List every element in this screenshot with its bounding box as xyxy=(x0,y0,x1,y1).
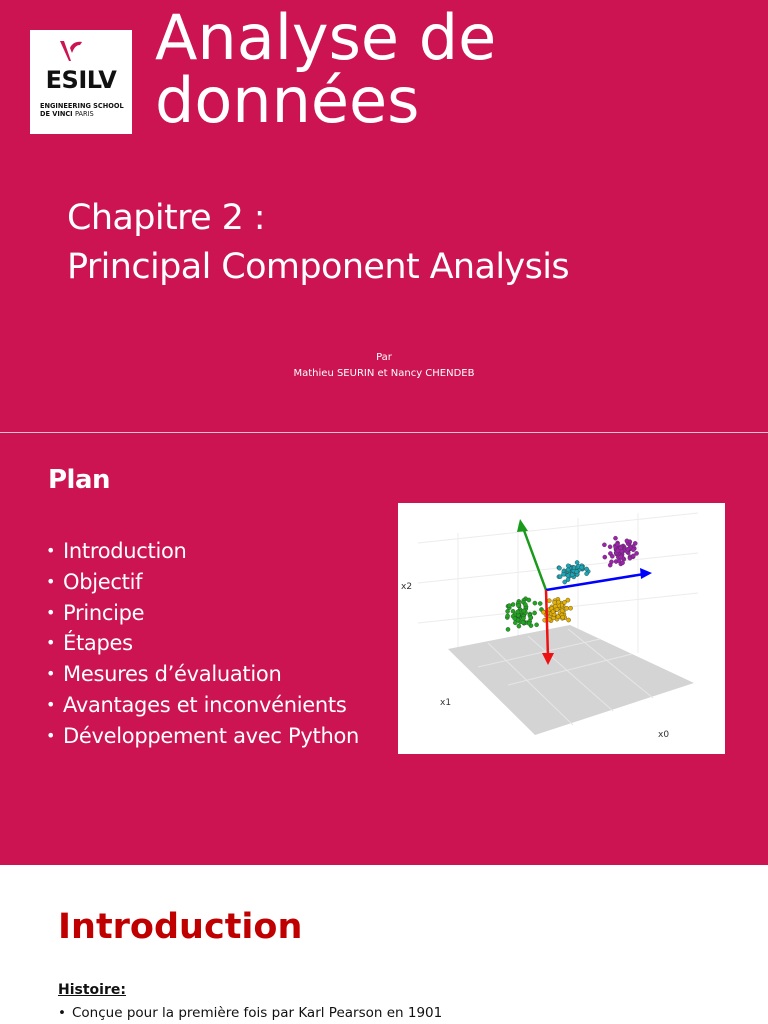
scatter-point xyxy=(538,601,542,605)
scatter-point xyxy=(613,536,617,540)
scatter-point xyxy=(507,604,511,608)
slide-title: Analyse de données xyxy=(155,1,497,137)
scatter-point xyxy=(555,607,559,611)
logo-tagline xyxy=(40,102,132,118)
scatter-point xyxy=(569,606,573,610)
scatter-point xyxy=(563,580,567,584)
scatter-point xyxy=(523,602,527,606)
pc-arrowhead-green xyxy=(517,519,528,532)
scatter-point xyxy=(626,547,630,551)
scatter-point xyxy=(513,617,517,621)
floor-plane xyxy=(448,625,694,735)
scatter-points xyxy=(505,536,639,631)
pca-scatter-svg xyxy=(398,503,725,754)
list-item: • Avantages et inconvénients xyxy=(46,692,347,717)
slide-subtitle xyxy=(67,194,747,292)
scatter-point xyxy=(565,606,569,610)
scatter-point xyxy=(608,545,612,549)
scatter-point xyxy=(610,554,614,558)
scatter-point xyxy=(566,598,570,602)
pc-arrowhead-blue xyxy=(640,568,652,579)
scatter-point xyxy=(566,574,570,578)
scatter-point xyxy=(575,560,579,564)
scatter-point xyxy=(631,554,635,558)
scatter-point xyxy=(556,600,560,604)
scatter-point xyxy=(615,543,619,547)
scatter-point xyxy=(516,610,520,614)
history-item: • Conçue pour la première fois par Karl Pearson en 1901 xyxy=(58,1005,443,1021)
axis-label-x2: x2 xyxy=(401,582,413,592)
scatter-point xyxy=(620,549,624,553)
scatter-point xyxy=(506,614,510,618)
scatter-point xyxy=(516,603,520,607)
byline-par: Par xyxy=(376,352,392,363)
subtitle-line2: Principal Component Analysis xyxy=(67,247,569,287)
plan-list xyxy=(46,536,359,752)
plan-heading: Plan xyxy=(48,465,111,495)
scatter-point xyxy=(561,615,565,619)
scatter-point xyxy=(609,560,613,564)
author-byline xyxy=(0,350,768,382)
list-item: • Introduction xyxy=(46,539,187,563)
scatter-point xyxy=(521,620,525,624)
scatter-point xyxy=(567,618,571,622)
scatter-point xyxy=(616,549,620,553)
scatter-point xyxy=(585,572,589,576)
scatter-point xyxy=(506,627,510,631)
scatter-point xyxy=(570,573,574,577)
scatter-point xyxy=(517,624,521,628)
scatter-point xyxy=(602,543,606,547)
scatter-point xyxy=(556,615,560,619)
scatter-point xyxy=(533,611,537,615)
scatter-point xyxy=(527,598,531,602)
axis-label-x0: x0 xyxy=(658,730,670,740)
logo-tagline-line1: ENGINEERING SCHOOL xyxy=(40,102,124,110)
scatter-point xyxy=(631,548,635,552)
scatter-point xyxy=(553,600,557,604)
scatter-point xyxy=(521,616,525,620)
axis-label-x1: x1 xyxy=(440,698,452,708)
esilv-logo xyxy=(30,30,132,134)
scatter-point xyxy=(575,570,579,574)
scatter-point xyxy=(625,539,629,543)
logo-tagline-line2a: DE VINCI xyxy=(40,110,73,118)
title-slide xyxy=(0,0,768,432)
subtitle-line1: Chapitre 2 : xyxy=(67,198,265,238)
pca-3d-scatter-figure xyxy=(398,503,725,754)
scatter-point xyxy=(529,615,533,619)
logo-wordmark: ESILV xyxy=(45,66,117,94)
logo-tagline-line2b: PARIS xyxy=(74,110,94,118)
scatter-point xyxy=(522,609,526,613)
scatter-point xyxy=(566,568,570,572)
scatter-point xyxy=(547,599,551,603)
history-label: Histoire: xyxy=(58,982,126,998)
list-item: • Mesures d’évaluation xyxy=(46,662,282,687)
scatter-point xyxy=(557,566,561,570)
list-item: • Étapes xyxy=(46,631,133,656)
scatter-point xyxy=(558,575,562,579)
list-item: • Développement avec Python xyxy=(46,723,360,748)
scatter-point xyxy=(533,601,537,605)
scatter-point xyxy=(580,565,584,569)
pc-arrow-green xyxy=(522,525,546,590)
esilv-v-mark-icon xyxy=(58,39,84,63)
scatter-point xyxy=(560,609,564,613)
scatter-point xyxy=(566,564,570,568)
scatter-point xyxy=(535,623,539,627)
byline-authors: Mathieu SEURIN et Nancy CHENDEB xyxy=(293,368,475,379)
scatter-point xyxy=(619,555,623,559)
introduction-heading: Introduction xyxy=(58,907,303,947)
list-item: • Principe xyxy=(46,600,145,625)
list-item: • Objectif xyxy=(46,569,143,594)
scatter-point xyxy=(506,609,510,613)
scatter-point xyxy=(603,555,607,559)
scatter-point xyxy=(585,567,589,571)
